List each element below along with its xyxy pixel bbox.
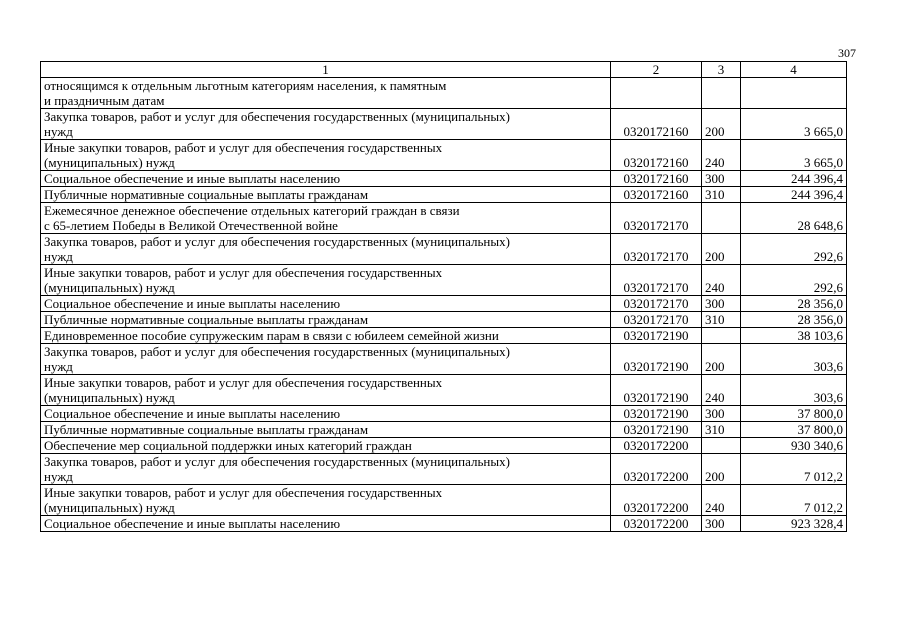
row-name-cell: Обеспечение мер социальной поддержки иных категорий граждан [41, 438, 611, 454]
table-body [41, 78, 847, 532]
row-code-cell: 0320172200 [611, 454, 702, 485]
table-row [41, 265, 847, 296]
row-code-cell: 0320172200 [611, 516, 702, 532]
row-name-cell: Закупка товаров, работ и услуг для обеспечения государственных (муниципальных) нужд [41, 109, 611, 140]
row-name-cell: Ежемесячное денежное обеспечение отдельных категорий граждан в связи с 65-летием Победы в Великой Отечественной войне [41, 203, 611, 234]
table-row [41, 516, 847, 532]
header-col-4: 4 [741, 62, 847, 78]
table-row [41, 296, 847, 312]
table-row [41, 234, 847, 265]
table-header [41, 62, 847, 78]
row-amount-cell: 28 356,0 [741, 296, 847, 312]
row-amount-cell: 292,6 [741, 265, 847, 296]
table-row [41, 454, 847, 485]
row-type-cell: 310 [702, 312, 741, 328]
row-type-cell: 240 [702, 375, 741, 406]
row-code-cell: 0320172170 [611, 312, 702, 328]
table-row [41, 406, 847, 422]
row-name-cell: Социальное обеспечение и иные выплаты населению [41, 406, 611, 422]
table-row [41, 375, 847, 406]
row-amount-cell: 3 665,0 [741, 140, 847, 171]
table-row [41, 422, 847, 438]
row-amount-cell: 7 012,2 [741, 485, 847, 516]
row-name-cell: Социальное обеспечение и иные выплаты населению [41, 296, 611, 312]
row-type-cell: 300 [702, 516, 741, 532]
row-amount-cell: 28 648,6 [741, 203, 847, 234]
table-row [41, 485, 847, 516]
row-type-cell: 200 [702, 454, 741, 485]
row-type-cell: 200 [702, 234, 741, 265]
row-name-cell: Закупка товаров, работ и услуг для обеспечения государственных (муниципальных) нужд [41, 344, 611, 375]
row-name-cell: Иные закупки товаров, работ и услуг для обеспечения государственных (муниципальных) нужд [41, 140, 611, 171]
row-name-cell: Иные закупки товаров, работ и услуг для обеспечения государственных (муниципальных) нужд [41, 265, 611, 296]
row-type-cell: 300 [702, 406, 741, 422]
row-code-cell: 0320172190 [611, 422, 702, 438]
row-name-cell: Социальное обеспечение и иные выплаты населению [41, 516, 611, 532]
row-name-cell: Публичные нормативные социальные выплаты гражданам [41, 187, 611, 203]
row-name-cell: Закупка товаров, работ и услуг для обеспечения государственных (муниципальных) нужд [41, 234, 611, 265]
row-code-cell: 0320172200 [611, 485, 702, 516]
row-name-cell: Единовременное пособие супружеским парам в связи с юбилеем семейной жизни [41, 328, 611, 344]
row-code-cell [611, 78, 702, 109]
row-code-cell: 0320172160 [611, 187, 702, 203]
row-amount-cell: 28 356,0 [741, 312, 847, 328]
row-amount-cell: 292,6 [741, 234, 847, 265]
row-code-cell: 0320172170 [611, 234, 702, 265]
header-col-2: 2 [611, 62, 702, 78]
table-row [41, 438, 847, 454]
row-amount-cell: 244 396,4 [741, 171, 847, 187]
row-type-cell [702, 78, 741, 109]
row-name-cell: Закупка товаров, работ и услуг для обеспечения государственных (муниципальных) нужд [41, 454, 611, 485]
table-row [41, 171, 847, 187]
row-type-cell: 310 [702, 187, 741, 203]
row-name-cell: Иные закупки товаров, работ и услуг для обеспечения государственных (муниципальных) нужд [41, 375, 611, 406]
row-code-cell: 0320172190 [611, 375, 702, 406]
row-type-cell: 240 [702, 140, 741, 171]
row-code-cell: 0320172170 [611, 203, 702, 234]
row-name-cell: Иные закупки товаров, работ и услуг для обеспечения государственных (муниципальных) нужд [41, 485, 611, 516]
row-code-cell: 0320172160 [611, 171, 702, 187]
row-amount-cell: 7 012,2 [741, 454, 847, 485]
header-col-3: 3 [702, 62, 741, 78]
row-code-cell: 0320172190 [611, 406, 702, 422]
row-amount-cell: 303,6 [741, 344, 847, 375]
row-type-cell: 240 [702, 265, 741, 296]
row-type-cell [702, 438, 741, 454]
row-type-cell: 300 [702, 171, 741, 187]
budget-table [40, 61, 847, 532]
row-type-cell [702, 203, 741, 234]
row-code-cell: 0320172190 [611, 328, 702, 344]
row-amount-cell [741, 78, 847, 109]
row-amount-cell: 303,6 [741, 375, 847, 406]
row-amount-cell: 37 800,0 [741, 422, 847, 438]
row-type-cell [702, 328, 741, 344]
table-row [41, 140, 847, 171]
row-code-cell: 0320172200 [611, 438, 702, 454]
table-row [41, 328, 847, 344]
row-amount-cell: 38 103,6 [741, 328, 847, 344]
header-col-1: 1 [41, 62, 611, 78]
page-number: 307 [838, 46, 856, 60]
row-amount-cell: 244 396,4 [741, 187, 847, 203]
row-amount-cell: 930 340,6 [741, 438, 847, 454]
row-code-cell: 0320172160 [611, 109, 702, 140]
header-row [41, 62, 847, 78]
row-amount-cell: 37 800,0 [741, 406, 847, 422]
row-name-cell: относящимся к отдельным льготным категориям населения, к памятным и праздничным датам [41, 78, 611, 109]
row-type-cell: 200 [702, 344, 741, 375]
row-code-cell: 0320172170 [611, 265, 702, 296]
row-amount-cell: 923 328,4 [741, 516, 847, 532]
table-row [41, 344, 847, 375]
table-row [41, 312, 847, 328]
row-type-cell: 240 [702, 485, 741, 516]
row-code-cell: 0320172160 [611, 140, 702, 171]
row-type-cell: 310 [702, 422, 741, 438]
row-code-cell: 0320172190 [611, 344, 702, 375]
table-row [41, 78, 847, 109]
row-code-cell: 0320172170 [611, 296, 702, 312]
row-type-cell: 200 [702, 109, 741, 140]
table-row [41, 203, 847, 234]
row-name-cell: Публичные нормативные социальные выплаты гражданам [41, 422, 611, 438]
table-row [41, 109, 847, 140]
row-name-cell: Публичные нормативные социальные выплаты гражданам [41, 312, 611, 328]
table-row [41, 187, 847, 203]
row-name-cell: Социальное обеспечение и иные выплаты населению [41, 171, 611, 187]
row-type-cell: 300 [702, 296, 741, 312]
row-amount-cell: 3 665,0 [741, 109, 847, 140]
